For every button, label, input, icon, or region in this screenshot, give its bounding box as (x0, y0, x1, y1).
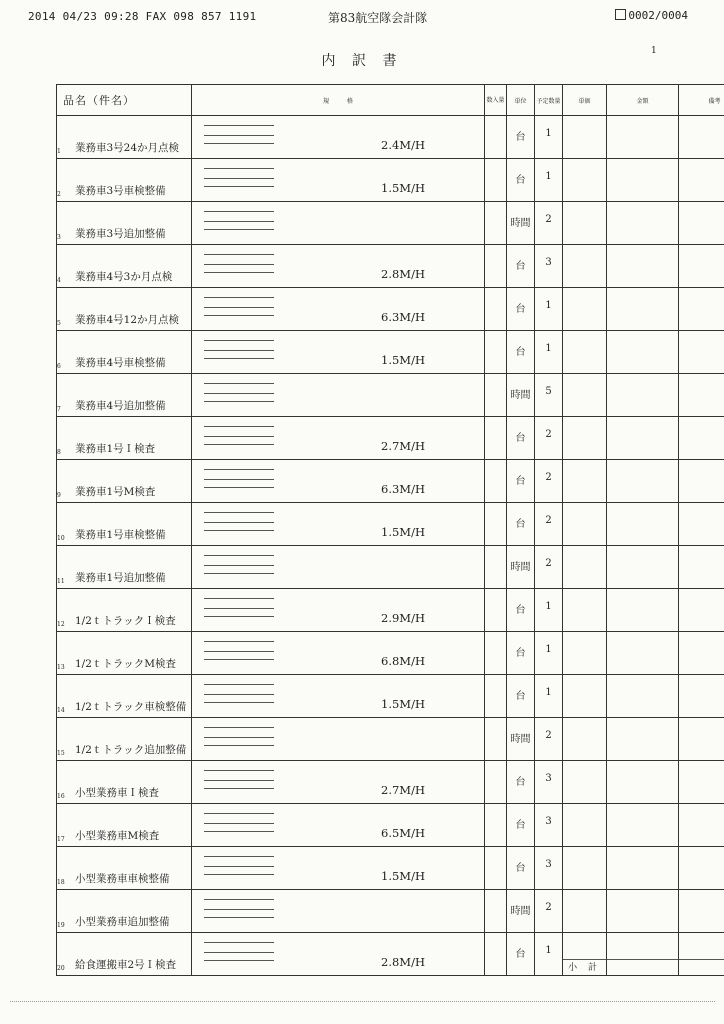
item-name: 業務車3号車検整備 (75, 185, 166, 197)
amount-cell (607, 460, 679, 503)
spec-cell (192, 503, 485, 546)
qty-value: 3 (545, 859, 552, 870)
amount-cell (607, 331, 679, 374)
spec-cell (192, 460, 485, 503)
item-name-cell (57, 804, 192, 847)
spec-value: 2.9M/H (381, 611, 425, 625)
remarks-cell (679, 288, 724, 331)
table-row (57, 933, 724, 976)
note-small-cell (485, 675, 507, 718)
price-cell (563, 761, 607, 804)
unit-cell (507, 718, 535, 761)
remarks-cell (679, 245, 724, 288)
remarks-cell (679, 675, 724, 718)
remarks-cell (679, 632, 724, 675)
spec-value: 1.5M/H (381, 181, 425, 195)
qty-cell (535, 589, 563, 632)
unit-cell (507, 331, 535, 374)
price-cell (563, 632, 607, 675)
item-name: 業務車1号Ｉ検査 (75, 443, 156, 455)
amount-cell (607, 761, 679, 804)
item-name-cell (57, 374, 192, 417)
unit-value: 台 (515, 476, 526, 487)
amount-cell (607, 288, 679, 331)
spec-value: 6.8M/H (381, 654, 425, 668)
item-name: 小型業務車M検査 (75, 830, 160, 842)
price-cell (563, 718, 607, 761)
spec-cell (192, 374, 485, 417)
spec-value: 6.3M/H (381, 310, 425, 324)
unit-cell (507, 202, 535, 245)
spec-cell (192, 202, 485, 245)
item-name: 小型業務車Ｉ検査 (75, 787, 159, 799)
price-cell (563, 202, 607, 245)
unit-cell (507, 116, 535, 159)
header-note-small: 数入量 (485, 85, 507, 116)
row-number: 6 (57, 363, 61, 370)
qty-value: 1 (545, 945, 552, 956)
qty-cell (535, 503, 563, 546)
note-small-cell (485, 589, 507, 632)
price-cell (563, 288, 607, 331)
amount-cell (607, 675, 679, 718)
price-cell (563, 159, 607, 202)
table-row (57, 804, 724, 847)
spec-cell (192, 847, 485, 890)
qty-value: 1 (545, 644, 552, 655)
amount-cell (607, 804, 679, 847)
qty-cell (535, 288, 563, 331)
remarks-cell (679, 761, 724, 804)
breakdown-table (56, 84, 724, 976)
remarks-cell (679, 503, 724, 546)
spec-value: 2.4M/H (381, 138, 425, 152)
item-name-cell (57, 460, 192, 503)
table-row (57, 116, 724, 159)
item-name-cell (57, 245, 192, 288)
fax-header-page (615, 9, 688, 22)
spec-cell (192, 288, 485, 331)
unit-cell (507, 417, 535, 460)
header-amount: 金額 (607, 85, 679, 116)
spec-cell (192, 890, 485, 933)
amount-cell (607, 417, 679, 460)
table-row (57, 288, 724, 331)
header-unit: 単位 (507, 85, 535, 116)
spec-value: 6.5M/H (381, 826, 425, 840)
unit-value: 時間 (510, 218, 531, 229)
qty-value: 3 (545, 816, 552, 827)
spec-cell (192, 718, 485, 761)
spec-cell (192, 761, 485, 804)
qty-value: 2 (545, 214, 552, 225)
unit-value: 台 (515, 820, 526, 831)
price-cell (563, 374, 607, 417)
amount-cell (607, 245, 679, 288)
qty-value: 3 (545, 257, 552, 268)
table-row (57, 245, 724, 288)
note-small-cell (485, 417, 507, 460)
item-name: 給食運搬車2号Ｉ検査 (75, 959, 177, 971)
note-small-cell (485, 546, 507, 589)
unit-value: 台 (515, 605, 526, 616)
table-row (57, 632, 724, 675)
qty-cell (535, 245, 563, 288)
remarks-cell (679, 589, 724, 632)
header-name: 品名（件名） (57, 85, 192, 116)
unit-value: 台 (515, 648, 526, 659)
note-small-cell (485, 890, 507, 933)
qty-value: 2 (545, 558, 552, 569)
item-name: 業務車4号追加整備 (75, 400, 166, 412)
qty-cell (535, 804, 563, 847)
item-name-cell (57, 331, 192, 374)
table-row (57, 202, 724, 245)
qty-value: 3 (545, 773, 552, 784)
remarks-cell (679, 460, 724, 503)
row-number: 4 (57, 277, 61, 284)
unit-value: 台 (515, 175, 526, 186)
spec-value: 6.3M/H (381, 482, 425, 496)
qty-cell (535, 417, 563, 460)
price-cell (563, 331, 607, 374)
table-row (57, 159, 724, 202)
note-small-cell (485, 245, 507, 288)
note-small-cell (485, 202, 507, 245)
remarks-cell (679, 804, 724, 847)
amount-cell (607, 718, 679, 761)
unit-cell (507, 374, 535, 417)
note-small-cell (485, 331, 507, 374)
spec-value: 1.5M/H (381, 525, 425, 539)
page-number: 1 (651, 46, 657, 56)
row-number: 18 (57, 879, 65, 886)
remarks-cell (679, 159, 724, 202)
note-small-cell (485, 159, 507, 202)
note-small-cell (485, 503, 507, 546)
qty-cell (535, 546, 563, 589)
spec-cell (192, 159, 485, 202)
amount-cell (607, 202, 679, 245)
header-qty: 予定数量 (535, 85, 563, 116)
spec-cell (192, 417, 485, 460)
table-row (57, 847, 724, 890)
fax-header-sender: 2014 04/23 09:28 FAX 098 857 1191 (28, 10, 257, 23)
row-number: 13 (57, 664, 65, 671)
unit-value: 台 (515, 949, 526, 960)
qty-cell (535, 632, 563, 675)
amount-cell (607, 589, 679, 632)
table-row (57, 460, 724, 503)
qty-value: 1 (545, 343, 552, 354)
price-cell (563, 675, 607, 718)
qty-value: 2 (545, 515, 552, 526)
item-name-cell (57, 632, 192, 675)
amount-cell (607, 632, 679, 675)
qty-cell (535, 202, 563, 245)
item-name: 業務車4号3か月点検 (75, 271, 173, 283)
unit-cell (507, 503, 535, 546)
unit-cell (507, 460, 535, 503)
note-small-cell (485, 116, 507, 159)
note-small-cell (485, 374, 507, 417)
qty-cell (535, 933, 563, 976)
remarks-cell (679, 417, 724, 460)
remarks-cell (679, 374, 724, 417)
note-small-cell (485, 288, 507, 331)
qty-cell (535, 331, 563, 374)
spec-value: 1.5M/H (381, 353, 425, 367)
item-name: 業務車3号24か月点検 (75, 142, 180, 154)
row-number: 17 (57, 836, 65, 843)
item-name-cell (57, 718, 192, 761)
amount-cell (607, 116, 679, 159)
item-name-cell (57, 933, 192, 976)
row-number: 10 (57, 535, 65, 542)
table-row (57, 761, 724, 804)
unit-cell (507, 159, 535, 202)
unit-cell (507, 890, 535, 933)
table-row (57, 675, 724, 718)
item-name-cell (57, 546, 192, 589)
table-row (57, 589, 724, 632)
note-small-cell (485, 804, 507, 847)
unit-value: 台 (515, 863, 526, 874)
unit-value: 台 (515, 304, 526, 315)
spec-cell (192, 331, 485, 374)
qty-value: 1 (545, 300, 552, 311)
remarks-cell (679, 202, 724, 245)
amount-cell (607, 890, 679, 933)
amount-cell (607, 503, 679, 546)
item-name: 業務車1号車検整備 (75, 529, 166, 541)
qty-cell (535, 847, 563, 890)
price-cell (563, 460, 607, 503)
qty-value: 2 (545, 472, 552, 483)
row-number: 5 (57, 320, 61, 327)
qty-value: 1 (545, 601, 552, 612)
price-cell (563, 933, 607, 976)
unit-cell (507, 589, 535, 632)
unit-value: 台 (515, 433, 526, 444)
price-cell (563, 589, 607, 632)
unit-value: 台 (515, 777, 526, 788)
note-small-cell (485, 847, 507, 890)
item-name-cell (57, 589, 192, 632)
row-number: 15 (57, 750, 65, 757)
item-name: 1/2ｔトラック車検整備 (75, 701, 187, 713)
item-name-cell (57, 288, 192, 331)
header-spec: 規 格 (192, 85, 485, 116)
qty-value: 1 (545, 128, 552, 139)
item-name: 業務車4号12か月点検 (75, 314, 180, 326)
remarks-cell (679, 933, 724, 976)
spec-cell (192, 804, 485, 847)
row-number: 20 (57, 965, 65, 972)
item-name: 業務車1号追加整備 (75, 572, 166, 584)
qty-value: 2 (545, 429, 552, 440)
qty-cell (535, 890, 563, 933)
unit-value: 台 (515, 347, 526, 358)
spec-value: 1.5M/H (381, 869, 425, 883)
unit-value: 時間 (510, 562, 531, 573)
row-number: 16 (57, 793, 65, 800)
unit-value: 時間 (510, 906, 531, 917)
subtotal-label: 小 計 (568, 963, 601, 973)
item-name: 小型業務車追加整備 (75, 916, 170, 928)
unit-cell (507, 632, 535, 675)
item-name: 小型業務車車検整備 (75, 873, 170, 885)
item-name-cell (57, 202, 192, 245)
item-name: 1/2ｔトラックM検査 (75, 658, 176, 670)
spec-value: 1.5M/H (381, 697, 425, 711)
remarks-cell (679, 718, 724, 761)
spec-cell (192, 116, 485, 159)
qty-value: 2 (545, 902, 552, 913)
item-name: 1/2ｔトラックＩ検査 (75, 615, 176, 627)
qty-cell (535, 718, 563, 761)
note-small-cell (485, 761, 507, 804)
amount-cell (607, 159, 679, 202)
price-cell (563, 546, 607, 589)
spec-value: 2.7M/H (381, 439, 425, 453)
row-number: 12 (57, 621, 65, 628)
header-price: 単価 (563, 85, 607, 116)
unit-value: 台 (515, 519, 526, 530)
fax-bottom-rule (10, 1001, 715, 1002)
qty-cell (535, 116, 563, 159)
unit-cell (507, 675, 535, 718)
qty-cell (535, 460, 563, 503)
item-name-cell (57, 761, 192, 804)
table-row (57, 417, 724, 460)
item-name: 業務車3号追加整備 (75, 228, 166, 240)
qty-cell (535, 159, 563, 202)
spec-cell (192, 546, 485, 589)
remarks-cell (679, 546, 724, 589)
spec-cell (192, 245, 485, 288)
table-row (57, 546, 724, 589)
table-row (57, 331, 724, 374)
remarks-cell (679, 331, 724, 374)
table-row (57, 718, 724, 761)
row-number: 9 (57, 492, 61, 499)
remarks-cell (679, 847, 724, 890)
item-name-cell (57, 847, 192, 890)
unit-cell (507, 804, 535, 847)
spec-cell (192, 589, 485, 632)
price-cell (563, 890, 607, 933)
item-name: 1/2ｔトラック追加整備 (75, 744, 187, 756)
table-header-row (57, 85, 724, 116)
qty-value: 5 (545, 386, 552, 397)
header-remarks: 備考 (679, 85, 724, 116)
spec-value: 2.7M/H (381, 783, 425, 797)
table-row (57, 503, 724, 546)
unit-cell (507, 546, 535, 589)
table-row (57, 374, 724, 417)
item-name-cell (57, 675, 192, 718)
qty-cell (535, 675, 563, 718)
amount-cell (607, 933, 679, 976)
note-small-cell (485, 718, 507, 761)
unit-cell (507, 933, 535, 976)
item-name-cell (57, 417, 192, 460)
unit-value: 台 (515, 261, 526, 272)
price-cell (563, 245, 607, 288)
unit-value: 台 (515, 132, 526, 143)
spec-cell (192, 675, 485, 718)
row-number: 11 (57, 578, 65, 585)
unit-cell (507, 245, 535, 288)
unit-value: 台 (515, 691, 526, 702)
remarks-cell (679, 116, 724, 159)
qty-value: 1 (545, 171, 552, 182)
fax-header-organization: 第83航空隊会計隊 (328, 11, 428, 25)
item-name-cell (57, 159, 192, 202)
qty-cell (535, 761, 563, 804)
note-small-cell (485, 933, 507, 976)
row-number: 1 (57, 148, 61, 155)
qty-value: 2 (545, 730, 552, 741)
spec-value: 2.8M/H (381, 955, 425, 969)
item-name: 業務車1号M検査 (75, 486, 156, 498)
row-number: 7 (57, 406, 61, 413)
unit-cell (507, 288, 535, 331)
price-cell (563, 417, 607, 460)
spec-cell (192, 632, 485, 675)
amount-cell (607, 546, 679, 589)
row-number: 2 (57, 191, 61, 198)
amount-cell (607, 847, 679, 890)
qty-cell (535, 374, 563, 417)
item-name-cell (57, 890, 192, 933)
row-number: 8 (57, 449, 61, 456)
amount-cell (607, 374, 679, 417)
note-small-cell (485, 460, 507, 503)
price-cell (563, 116, 607, 159)
spec-value: 2.8M/H (381, 267, 425, 281)
unit-cell (507, 761, 535, 804)
table-row (57, 890, 724, 933)
remarks-cell (679, 890, 724, 933)
spec-cell (192, 933, 485, 976)
unit-value: 時間 (510, 734, 531, 745)
qty-value: 1 (545, 687, 552, 698)
unit-cell (507, 847, 535, 890)
unit-value: 時間 (510, 390, 531, 401)
item-name-cell (57, 503, 192, 546)
note-small-cell (485, 632, 507, 675)
fax-page-count: 0002/0004 (628, 9, 688, 22)
page-icon (615, 9, 626, 20)
document-title: 内 訳 書 (321, 53, 403, 69)
item-name: 業務車4号車検整備 (75, 357, 166, 369)
price-cell (563, 847, 607, 890)
row-number: 19 (57, 922, 65, 929)
price-cell (563, 503, 607, 546)
item-name-cell (57, 116, 192, 159)
price-cell (563, 804, 607, 847)
row-number: 14 (57, 707, 65, 714)
row-number: 3 (57, 234, 61, 241)
